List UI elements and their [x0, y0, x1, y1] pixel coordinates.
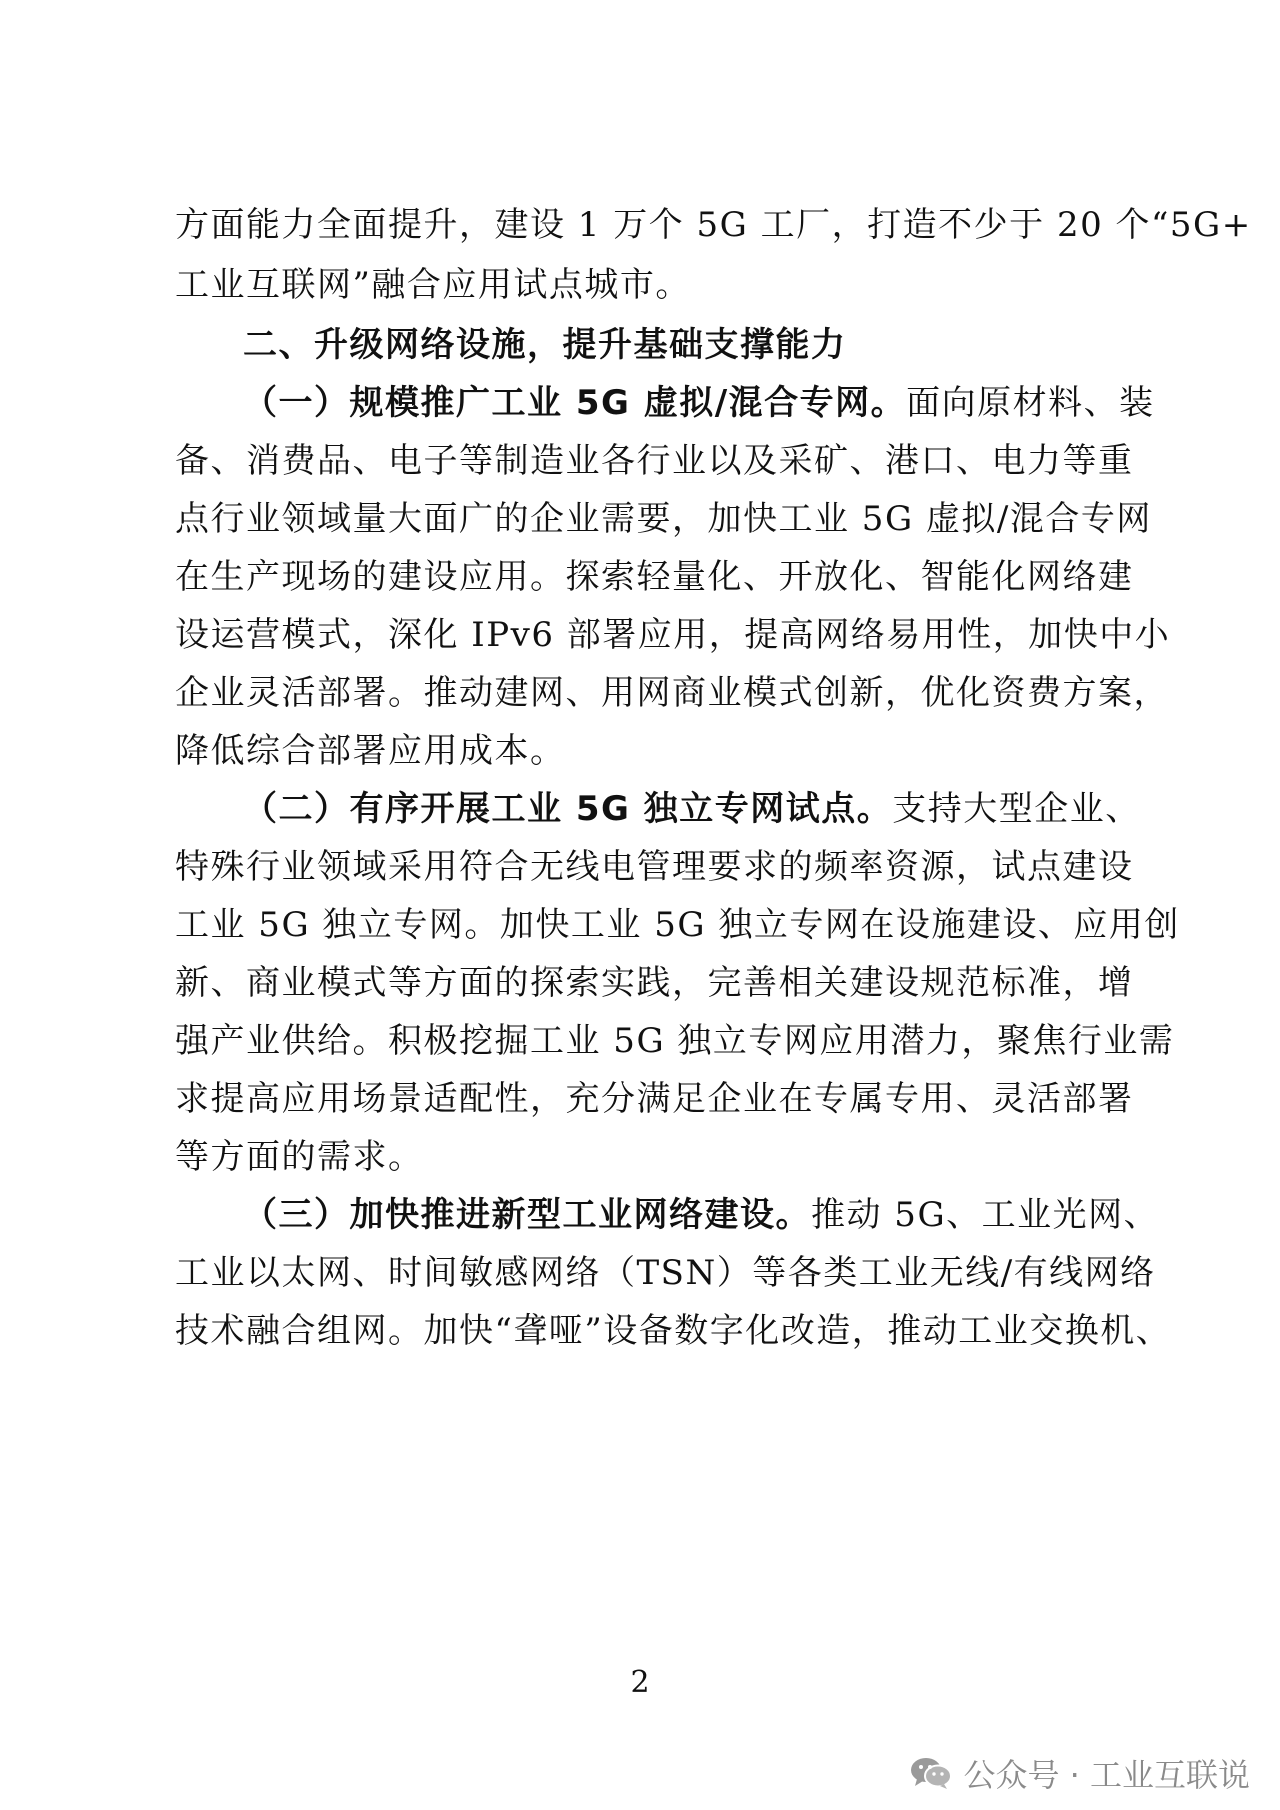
paragraph-line: 设运营模式，深化 IPv6 部署应用，提高网络易用性，加快中小 — [175, 615, 1171, 655]
paragraph-line: 特殊行业领域采用符合无线电管理要求的频率资源，试点建设 — [175, 847, 1134, 887]
paragraph-line: 工业互联网”融合应用试点城市。 — [175, 265, 691, 305]
paragraph-text: 支持大型企业、 — [892, 789, 1141, 829]
paragraph-text: 推动 5G、工业光网、 — [811, 1195, 1160, 1235]
paragraph-line — [243, 383, 1155, 423]
paragraph-line: 点行业领域量大面广的企业需要，加快工业 5G 虚拟/混合专网 — [175, 499, 1152, 539]
paragraph-line: 企业灵活部署。推动建网、用网商业模式创新，优化资费方案， — [175, 673, 1169, 713]
paragraph-line: 工业 5G 独立专网。加快工业 5G 独立专网在设施建设、应用创 — [175, 905, 1180, 945]
watermark-label: 公众号 · 工业互联说 — [963, 1756, 1250, 1794]
subsection-title: （一）规模推广工业 5G 虚拟/混合专网。 — [243, 383, 907, 423]
watermark — [909, 1750, 1250, 1796]
paragraph-line: 新、商业模式等方面的探索实践，完善相关建设规范标准，增 — [175, 963, 1134, 1003]
paragraph-line: 工业以太网、时间敏感网络（TSN）等各类工业无线/有线网络 — [175, 1253, 1156, 1293]
subsection-title: （二）有序开展工业 5G 独立专网试点。 — [243, 789, 893, 829]
paragraph-line: 降低综合部署应用成本。 — [175, 731, 566, 771]
wechat-icon — [909, 1755, 953, 1791]
page-number: 2 — [630, 1665, 650, 1700]
paragraph-line: 等方面的需求。 — [175, 1137, 424, 1177]
paragraph-line: 方面能力全面提升，建设 1 万个 5G 工厂，打造不少于 20 个“5G+ — [175, 205, 1252, 245]
paragraph-line: 强产业供给。积极挖掘工业 5G 独立专网应用潜力，聚焦行业需 — [175, 1021, 1175, 1061]
paragraph-line: 求提高应用场景适配性，充分满足企业在专属专用、灵活部署 — [175, 1079, 1134, 1119]
subsection-title: （三）加快推进新型工业网络建设。 — [243, 1195, 811, 1235]
section-heading: 二、升级网络设施，提升基础支撑能力 — [243, 325, 847, 365]
paragraph-line: 技术融合组网。加快“聋哑”设备数字化改造，推动工业交换机、 — [175, 1311, 1172, 1351]
paragraph-line — [243, 789, 1141, 829]
paragraph-line — [243, 1195, 1160, 1235]
paragraph-text: 面向原材料、装 — [906, 383, 1155, 423]
paragraph-line: 在生产现场的建设应用。探索轻量化、开放化、智能化网络建 — [175, 557, 1134, 597]
paragraph-line: 备、消费品、电子等制造业各行业以及采矿、港口、电力等重 — [175, 441, 1134, 481]
